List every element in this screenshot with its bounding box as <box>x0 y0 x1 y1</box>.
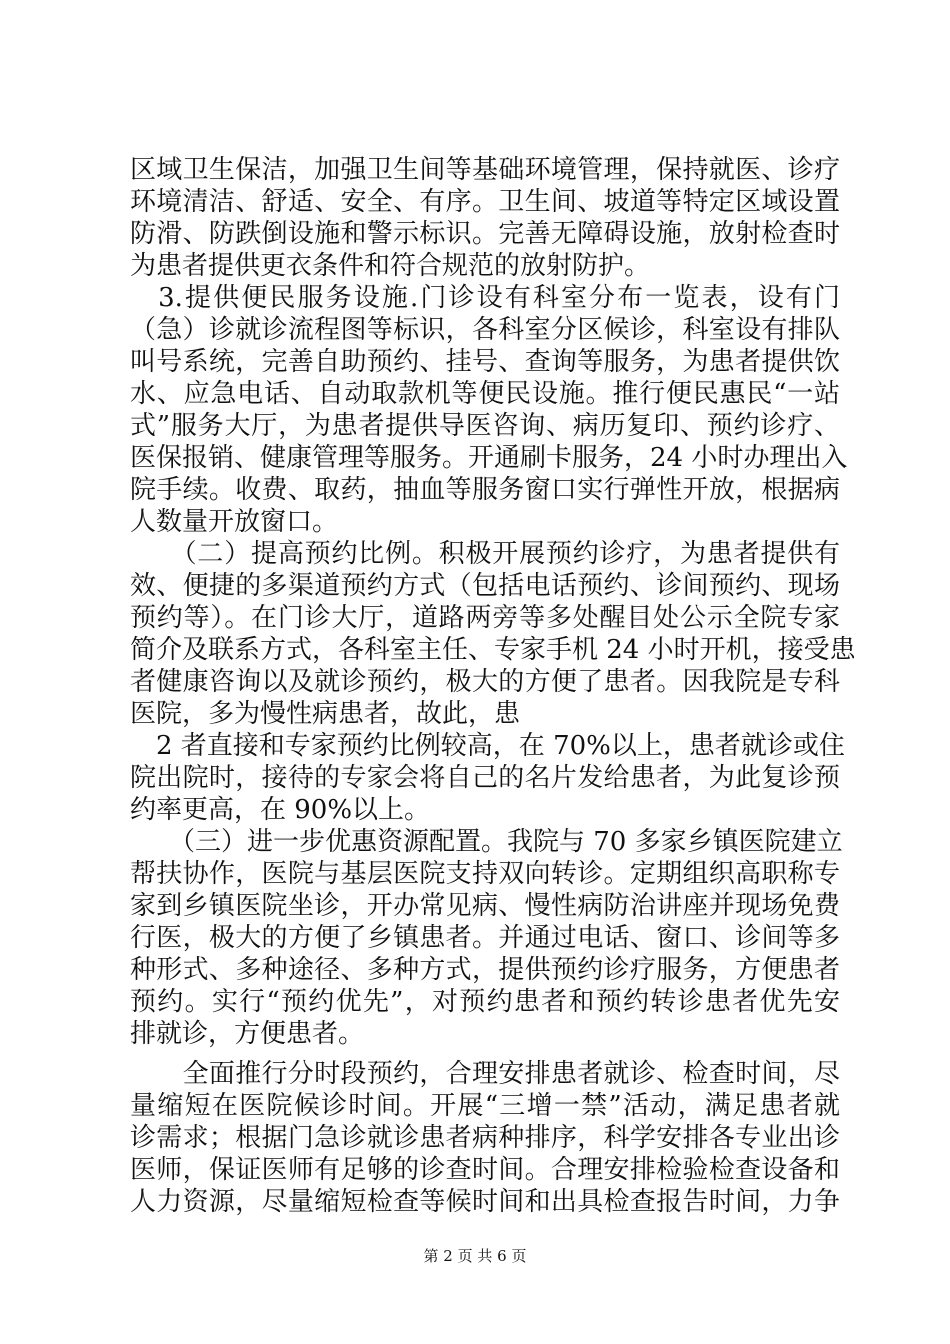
text-line: 效、便捷的多渠道预约方式（包括电话预约、诊间预约、现场 <box>130 571 840 601</box>
text-line: 为患者提供更衣条件和符合规范的放射防护。 <box>130 251 651 281</box>
text-line: 家到乡镇医院坐诊，开办常见病、慢性病防治讲座并现场免费 <box>130 891 840 921</box>
text-line: 区域卫生保洁，加强卫生间等基础环境管理，保持就医、诊疗 <box>130 155 840 185</box>
text-line: （急）诊就诊流程图等标识，各科室分区候诊，科室设有排队 <box>130 315 840 345</box>
text-line: 式”服务大厅，为患者提供导医咨询、病历复印、预约诊疗、 <box>130 411 840 441</box>
text-line: 诊需求；根据门急诊就诊患者病种排序，科学安排各专业出诊 <box>130 1123 840 1153</box>
text-line: 预约等）。在门诊大厅，道路两旁等多处醒目处公示全院专家 <box>130 603 840 633</box>
text-line: 院手续。收费、取药，抽血等服务窗口实行弹性开放，根据病 <box>130 475 840 505</box>
text-line: 预约。实行“预约优先”，对预约患者和预约转诊患者优先安 <box>130 987 840 1017</box>
body-text <box>130 154 856 1218</box>
text-line: 水、应急电话、自动取款机等便民设施。推行便民惠民“一站 <box>130 379 840 409</box>
paragraph-gap <box>130 1050 840 1058</box>
page-footer: 第 2 页 共 6 页 <box>423 1247 527 1265</box>
text-line: 人数量开放窗口。 <box>130 507 339 537</box>
text-line: 种形式、多种途径、多种方式，提供预约诊疗服务，方便患者 <box>130 955 840 985</box>
text-line: （二）提高预约比例。积极开展预约诊疗，为患者提供有 <box>130 539 840 569</box>
text-line: 行医，极大的方便了乡镇患者。并通过电话、窗口、诊间等多 <box>130 923 840 953</box>
text-line: 环境清洁、舒适、安全、有序。卫生间、坡道等特定区域设置 <box>130 187 840 217</box>
text-line: 叫号系统，完善自助预约、挂号、查询等服务，为患者提供饮 <box>130 347 840 377</box>
text-line: 全面推行分时段预约，合理安排患者就诊、检查时间，尽 <box>130 1059 840 1089</box>
text-line: 排就诊，方便患者。 <box>130 1019 365 1049</box>
text-line: 防滑、防跌倒设施和警示标识。完善无障碍设施，放射检查时 <box>130 219 840 249</box>
text-line: 人力资源，尽量缩短检查等候时间和出具检查报告时间，力争 <box>130 1187 840 1217</box>
text-line: 2 者直接和专家预约比例较高，在 70%以上，患者就诊或住 <box>130 731 845 761</box>
text-line: 医保报销、健康管理等服务。开通刷卡服务，24 小时办理出入 <box>130 443 848 473</box>
text-line: 量缩短在医院候诊时间。开展“三增一禁”活动，满足患者就 <box>130 1091 840 1121</box>
text-line: 3.提供便民服务设施.门诊设有科室分布一览表，设有门 <box>130 283 840 313</box>
text-line: 者健康咨询以及就诊预约，极大的方便了患者。因我院是专科 <box>130 667 840 697</box>
text-line: 帮扶协作，医院与基层医院支持双向转诊。定期组织高职称专 <box>130 859 840 889</box>
text-line: （三）进一步优惠资源配置。我院与 70 多家乡镇医院建立 <box>130 827 843 857</box>
text-line: 医师，保证医师有足够的诊查时间。合理安排检验检查设备和 <box>130 1155 840 1185</box>
text-line: 院出院时，接待的专家会将自己的名片发给患者，为此复诊预 <box>130 763 840 793</box>
text-line: 约率更高，在 90%以上。 <box>130 795 431 825</box>
text-line: 简介及联系方式，各科室主任、专家手机 24 小时开机，接受患 <box>130 635 856 665</box>
text-line: 医院，多为慢性病患者，故此，患 <box>130 699 521 729</box>
